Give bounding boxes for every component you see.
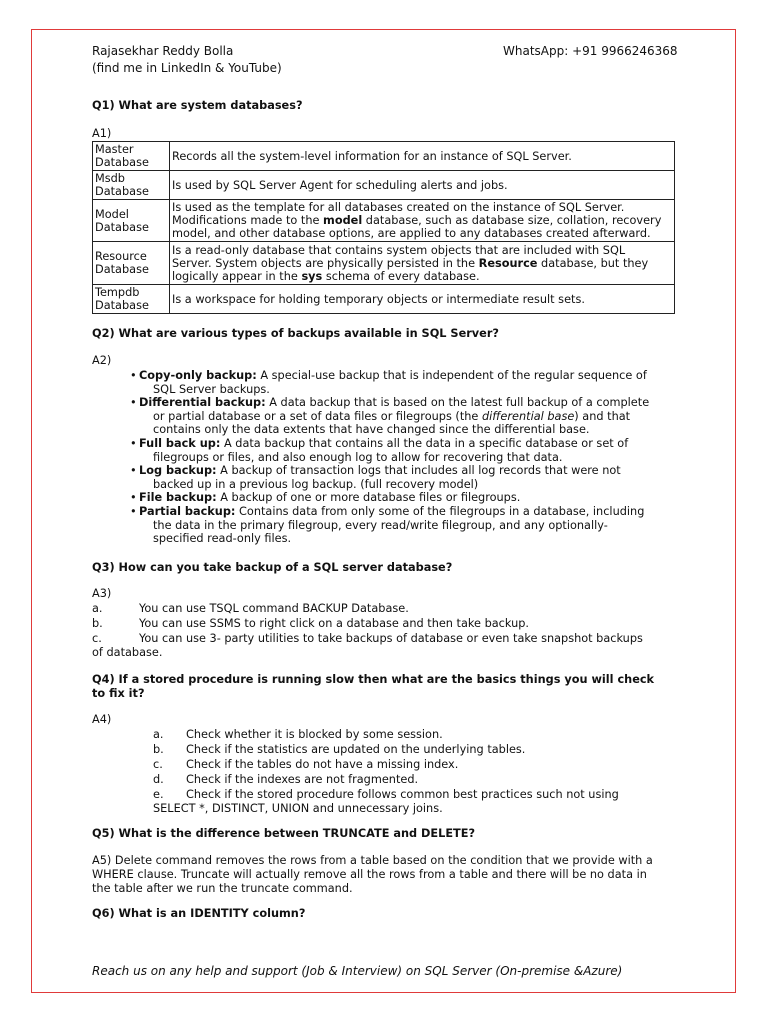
bullet-text: filegroups or files, and also enough log to allow for recovering that data.	[153, 450, 563, 464]
q6-heading: Q6) What is an IDENTITY column?	[92, 907, 306, 920]
db-name-line: Database	[95, 220, 149, 234]
q4-heading-line2: to fix it?	[92, 687, 145, 700]
q4-item-text: Check if the statistics are updated on the underlying tables.	[186, 743, 526, 756]
q4-item-text-cont: SELECT *, DISTINCT, UNION and unnecessary joins.	[153, 802, 443, 815]
desc-line: database, but they	[537, 256, 649, 270]
table-row	[93, 142, 675, 171]
q3-item-text: You can use TSQL command BACKUP Database.	[139, 602, 409, 615]
table-row	[93, 242, 675, 285]
desc-line: Server. System objects are physically persisted in the	[172, 256, 479, 270]
db-name-line: Tempdb	[95, 286, 140, 299]
bullet-icon: •	[130, 369, 137, 382]
q4-item-letter: a.	[153, 728, 164, 741]
bullet-text: specified read-only files.	[153, 532, 292, 546]
bullet-text: Contains data from only some of the filegroups in a database, including	[235, 504, 645, 518]
system-databases-table	[92, 141, 675, 314]
a5-line: WHERE clause. Truncate will actually remove all the rows from a table and there will be no data in	[92, 868, 647, 881]
q5-heading: Q5) What is the difference between TRUNCATE and DELETE?	[92, 827, 476, 840]
bullet-text: contains only the data extents that have changed since the differential base.	[153, 423, 590, 437]
list-item	[130, 396, 670, 437]
q4-item-letter: d.	[153, 773, 164, 786]
q3-item-letter: a.	[92, 602, 103, 615]
q4-item-text: Check whether it is blocked by some session.	[186, 728, 443, 741]
a2-label: A2)	[92, 354, 112, 367]
bullet-text: A data backup that is based on the latest full backup of a complete	[265, 396, 650, 410]
desc-line: Is a read-only database that contains system objects that are included with SQL	[172, 243, 626, 257]
desc-line: schema of every database.	[322, 269, 480, 283]
q3-item-letter: c.	[92, 632, 102, 645]
table-row	[93, 200, 675, 242]
bullet-italic: differential base	[481, 409, 575, 423]
q1-heading: Q1) What are system databases?	[92, 99, 303, 112]
db-name-line: Model	[95, 207, 129, 221]
db-desc-cell	[170, 200, 675, 242]
a3-label: A3)	[92, 587, 112, 600]
bullet-text: A backup of transaction logs that includes all log records that were not	[216, 464, 621, 478]
db-name-line: Resource	[95, 250, 147, 263]
bullet-term: Partial backup:	[139, 504, 236, 518]
whatsapp-contact: WhatsApp: +91 9966246368	[503, 44, 678, 58]
desc-bold: Resource	[478, 256, 538, 270]
q3-item-text: You can use 3- party utilities to take backups of database or even take snapshot backups	[139, 632, 643, 645]
q4-item-text: Check if the indexes are not fragmented.	[186, 773, 419, 786]
bullet-text: backed up in a previous log backup. (full recovery model)	[153, 477, 479, 491]
list-item	[130, 437, 670, 464]
db-name-line: Database	[95, 156, 149, 169]
q4-item-text: Check if the stored procedure follows common best practices such not using	[186, 788, 619, 801]
db-name-cell	[93, 200, 170, 242]
bullet-text: A data backup that contains all the data in a specific database or set of	[220, 436, 629, 450]
bullet-term: File backup:	[139, 491, 217, 505]
bullet-term: Differential backup:	[139, 396, 266, 410]
a5-line: the table after we run the truncate command.	[92, 882, 353, 895]
footer-note: Reach us on any help and support (Job & Interview) on SQL Server (On-premise &Azure)	[92, 964, 623, 978]
db-name-line: Database	[95, 185, 149, 198]
backup-types-list	[130, 369, 670, 546]
q3-heading: Q3) How can you take backup of a SQL server database?	[92, 561, 453, 574]
bullet-icon: •	[130, 436, 137, 450]
table-row	[93, 285, 675, 314]
db-name-line: Master	[95, 143, 134, 156]
a1-label: A1)	[92, 127, 112, 140]
db-desc-cell: Is used by SQL Server Agent for scheduling alerts and jobs.	[170, 171, 675, 200]
q3-item-letter: b.	[92, 617, 103, 630]
a5-line: A5) Delete command removes the rows from a table based on the condition that we provide with a	[92, 854, 653, 867]
bullet-text: A backup of one or more database files or filegroups.	[216, 491, 521, 505]
bullet-term: Log backup:	[139, 464, 217, 478]
desc-line: logically appear in the	[172, 269, 302, 283]
db-desc-cell: Records all the system-level information for an instance of SQL Server.	[170, 142, 675, 171]
list-item	[130, 464, 670, 491]
q3-item-text: You can use SSMS to right click on a database and then take backup.	[139, 617, 530, 630]
bullet-term: Copy-only backup:	[139, 369, 257, 382]
bullet-text-line	[139, 410, 670, 424]
list-item	[130, 491, 670, 505]
bullet-icon: •	[130, 396, 137, 410]
table-row	[93, 171, 675, 200]
bullet-term: Full back up:	[139, 436, 221, 450]
q4-item-text: Check if the tables do not have a missing index.	[186, 758, 459, 771]
q3-item-text-cont: of database.	[92, 646, 163, 659]
bullet-icon: •	[130, 504, 137, 518]
q2-heading: Q2) What are various types of backups available in SQL Server?	[92, 327, 499, 340]
desc-line: model, and other database options, are applied to any databases created afterward.	[172, 227, 651, 240]
db-desc-cell	[170, 242, 675, 285]
list-item	[130, 505, 670, 546]
a4-label: A4)	[92, 713, 112, 726]
q4-item-letter: c.	[153, 758, 163, 771]
bullet-text: or partial database or a set of data files or filegroups (the	[153, 409, 482, 423]
bullet-text: the data in the primary filegroup, every read/write filegroup, and any optionally-	[153, 518, 608, 532]
bullet-text: ) and that	[574, 409, 631, 423]
bullet-text: A special-use backup that is independent of the regular sequence of	[256, 369, 647, 382]
q4-heading-line1: Q4) If a stored procedure is running slow then what are the basics things you will check	[92, 673, 655, 686]
db-name-cell	[93, 285, 170, 314]
author-tagline: (find me in LinkedIn & YouTube)	[92, 61, 282, 75]
bullet-icon: •	[130, 464, 137, 478]
author-name: Rajasekhar Reddy Bolla	[92, 44, 234, 58]
db-name-line: Database	[95, 263, 149, 276]
desc-line: Is used as the template for all databases created on the instance of SQL Server.	[172, 201, 625, 214]
db-name-line: Database	[95, 299, 149, 312]
db-name-line: Msdb	[95, 172, 125, 185]
q4-item-letter: e.	[153, 788, 164, 801]
db-name-cell	[93, 142, 170, 171]
db-desc-cell: Is a workspace for holding temporary objects or intermediate result sets.	[170, 285, 675, 314]
desc-line: Modifications made to the	[172, 214, 324, 227]
db-name-cell	[93, 242, 170, 285]
q4-item-letter: b.	[153, 743, 164, 756]
list-item	[130, 369, 670, 396]
db-name-cell	[93, 171, 170, 200]
desc-bold: sys	[301, 269, 323, 283]
desc-line: database, such as database size, collation, recovery	[362, 214, 662, 227]
bullet-text: SQL Server backups.	[153, 382, 270, 396]
desc-bold: model	[323, 214, 363, 227]
bullet-icon: •	[130, 491, 137, 505]
